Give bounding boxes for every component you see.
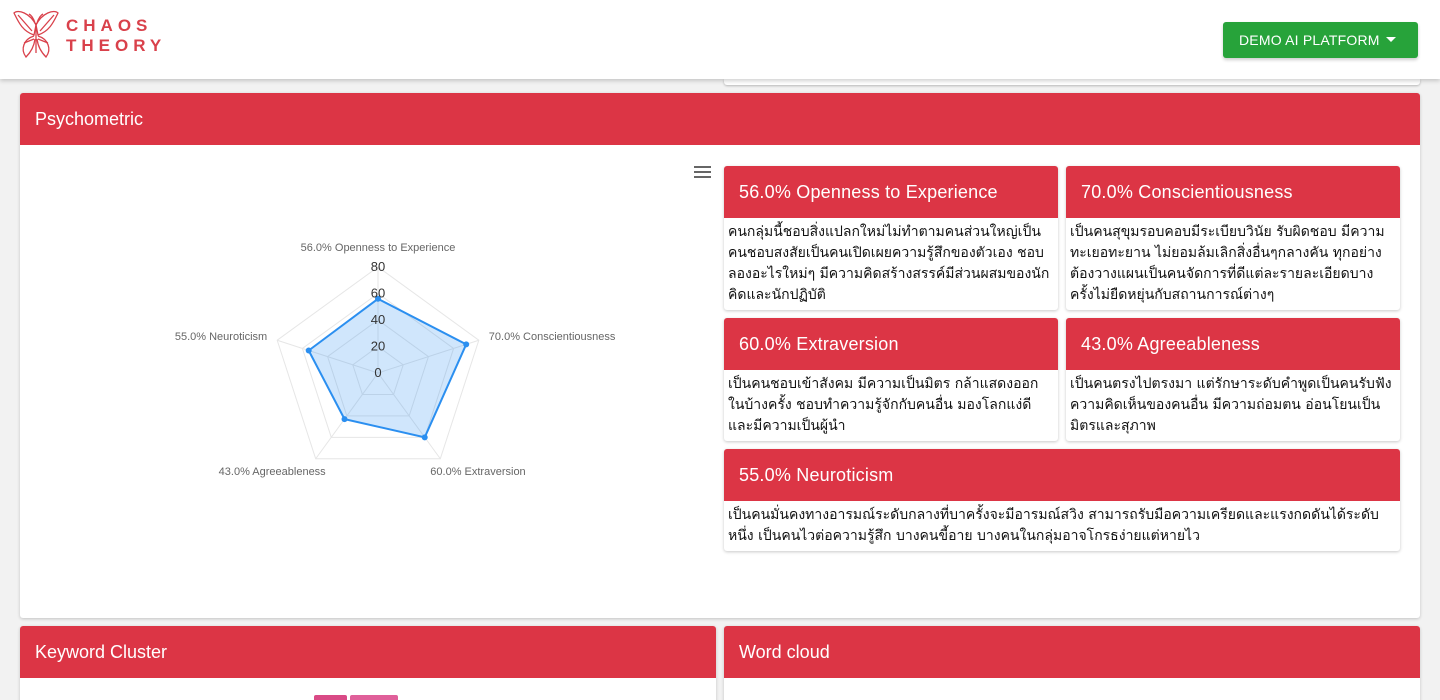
previous-card-edge — [724, 79, 1420, 85]
word-cloud-card — [724, 626, 1420, 700]
radar-tick-label: 60 — [370, 285, 386, 301]
trait-description-extraversion: เป็นคนชอบเข้าสังคม มีความเป็นมิตร กล้าแสดงออกในบ้างครั้ง ชอบทำความรู้จักกับคนอื่น มองโลกแง่ดีและมีความเป็นผู้นำ — [728, 376, 1039, 434]
trait-title-conscientiousness: 70.0% Conscientiousness — [1081, 181, 1293, 202]
radar-category-label: 55.0% Neuroticism — [174, 331, 268, 344]
radar-tick-label: 20 — [370, 338, 386, 354]
trait-card-openness — [724, 166, 1058, 310]
top-navbar — [0, 0, 1440, 79]
radar-category-label: 56.0% Openness to Experience — [300, 242, 456, 254]
trait-title-extraversion: 60.0% Extraversion — [739, 333, 899, 354]
radar-data-point — [306, 347, 312, 353]
radar-category-label: 43.0% Agreeableness — [218, 465, 326, 478]
trait-title-agreeableness: 43.0% Agreeableness — [1081, 333, 1260, 354]
butterfly-logo-icon — [12, 9, 60, 61]
radar-chart-area — [20, 145, 720, 618]
chaos-theory-logo[interactable] — [12, 9, 166, 61]
radar-category-label: 60.0% Extraversion — [430, 465, 526, 478]
trait-description-openness: คนกลุ่มนี้ชอบสิ่งแปลกใหม่ไม่ทำตามคนส่วนใหญ่เป็นคนชอบสงสัยเป็นคนเปิดเผยความรู้สึกของตัวเอง ชอบลองอะไรใหม่ๆ มีความคิดสร้างสรรค์มีส่วนผสมของนักคิดและนักปฏิบัติ — [728, 224, 1050, 303]
trait-card-conscientiousness — [1066, 166, 1400, 310]
radar-data-point — [463, 341, 469, 347]
trait-description-agreeableness: เป็นคนตรงไปตรงมา แต่รักษาระดับคำพูดเป็นคนรับฟังความคิดเห็นของคนอื่น มีความถ่อมตน อ่อนโยนเป็นมิตรและสุภาพ — [1070, 376, 1392, 434]
psychometric-header — [20, 93, 1420, 145]
radar-data-point — [342, 416, 348, 422]
radar-tick-label: 0 — [374, 365, 382, 380]
platform-dropdown-label: DEMO AI PLATFORM — [1239, 32, 1380, 48]
trait-card-agreeableness — [1066, 318, 1400, 441]
radar-chart — [20, 145, 720, 618]
trait-card-extraversion — [724, 318, 1058, 441]
logo-text-line2: THEORY — [66, 35, 167, 55]
psychometric-card — [20, 93, 1420, 618]
keyword-cluster-card — [20, 626, 716, 700]
keyword-cluster-header — [20, 626, 716, 678]
radar-tick-label: 80 — [370, 259, 386, 274]
trait-description-conscientiousness: เป็นคนสุขุมรอบคอบมีระเบียบวินัย รับผิดชอบ มีความทะเยอทะยาน ไม่ยอมล้มเลิกสิ่งอื่นๆกลางคัน ทุกอย่างต้องวางแผนเป็นคนจัดการที่ดีแต่ละรายละเอียดบางครั้งไม่ยืดหยุ่นกับสถานการณ์ต่างๆ — [1070, 224, 1385, 303]
word-cloud-header — [724, 626, 1420, 678]
radar-category-label: 70.0% Conscientiousness — [488, 331, 616, 344]
trait-title-openness: 56.0% Openness to Experience — [739, 181, 998, 202]
trait-card-neuroticism — [724, 449, 1400, 551]
caret-down-icon — [1386, 37, 1396, 42]
cluster-tag — [314, 695, 347, 700]
radar-series-area — [309, 299, 467, 438]
radar-tick-label: 40 — [370, 312, 386, 327]
radar-data-point — [422, 434, 428, 440]
keyword-cluster-title: Keyword Cluster — [35, 641, 168, 662]
cluster-tag — [350, 695, 398, 700]
word-cloud-title: Word cloud — [739, 641, 830, 662]
platform-dropdown-button[interactable] — [1223, 22, 1418, 58]
trait-description-neuroticism: เป็นคนมั่นคงทางอารมณ์ระดับกลางที่บาครั้งจะมีอารมณ์สวิง สามารถรับมือความเครียดและแรงกดดันได้ระดับหนึ่ง เป็นคนไวต่อความรู้สึก บางคนขี้อาย บางคนในกลุ่มอาจโกรธง่ายแต่หายไว — [728, 507, 1379, 544]
logo-text-line1: CHAOS — [66, 15, 153, 35]
psychometric-title: Psychometric — [35, 108, 144, 129]
chart-menu-icon[interactable] — [694, 166, 711, 180]
trait-title-neuroticism: 55.0% Neuroticism — [739, 464, 894, 485]
